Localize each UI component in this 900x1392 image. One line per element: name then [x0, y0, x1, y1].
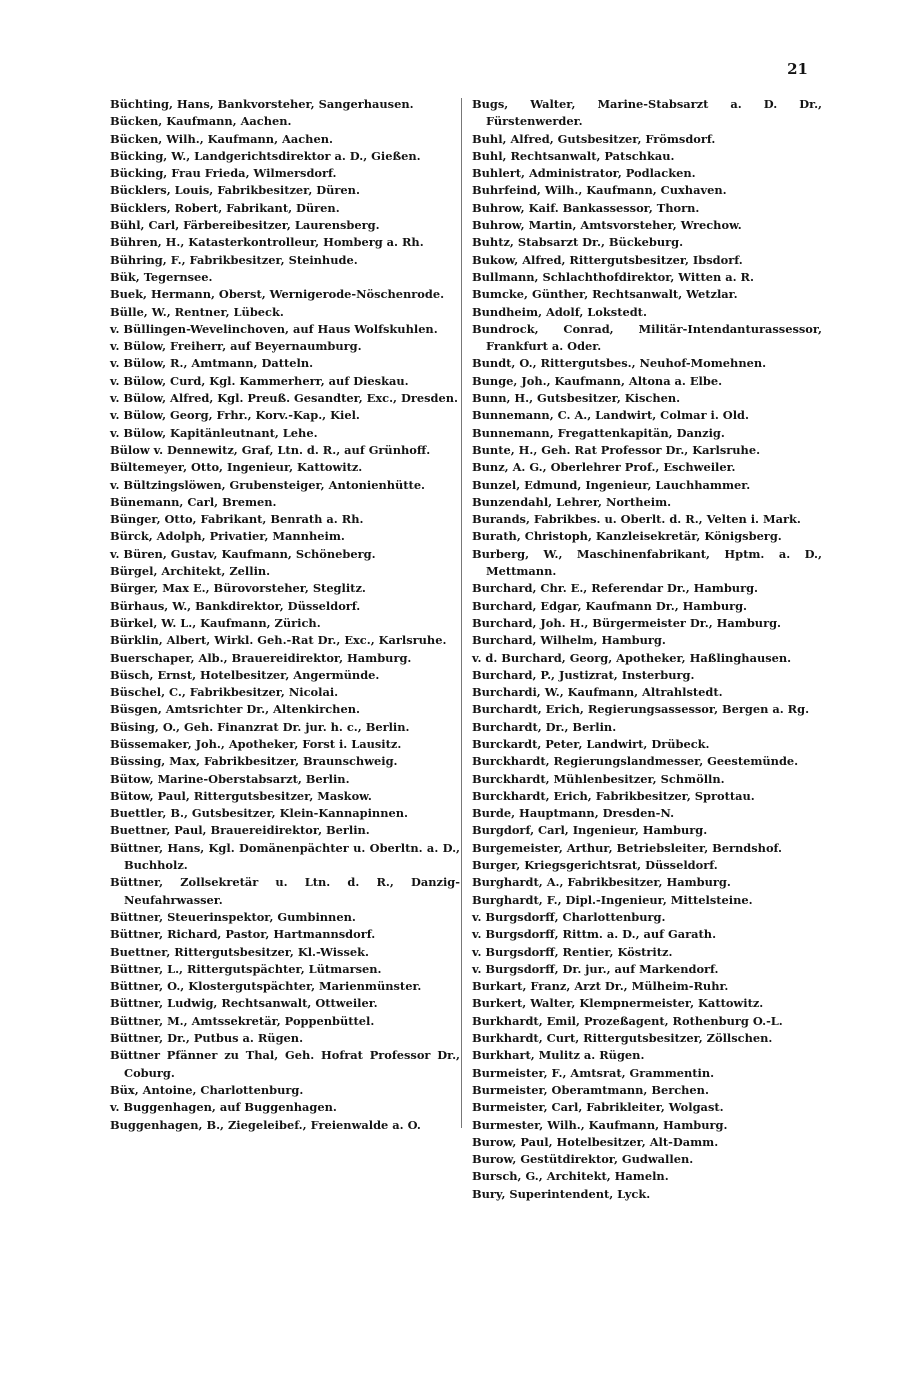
directory-entry: Buhrow, Kaif. Bankassessor, Thorn. — [472, 200, 700, 215]
directory-entry: Bumcke, Günther, Rechtsanwalt, Wetzlar. — [472, 287, 738, 302]
column-divider — [461, 98, 462, 1128]
directory-entry: Bürhaus, W., Bankdirektor, Düsseldorf. — [110, 598, 361, 613]
directory-entry: Bunte, H., Geh. Rat Professor Dr., Karlsruhe. — [472, 442, 761, 457]
directory-entry: Büttner Pfänner zu Thal, Geh. Hofrat Professor Dr., Coburg. — [110, 1048, 460, 1080]
directory-entry: Burchard, Joh. H., Bürgermeister Dr., Hamburg. — [472, 615, 782, 630]
directory-entry: Bukow, Alfred, Rittergutsbesitzer, Ibsdorf. — [472, 252, 743, 267]
directory-entry: Bürger, Max E., Bürovorsteher, Steglitz. — [110, 581, 366, 596]
directory-entry: Burkert, Walter, Klempnermeister, Kattowitz. — [472, 996, 764, 1011]
directory-entry: v. Büren, Gustav, Kaufmann, Schöneberg. — [110, 546, 376, 561]
directory-entry: Burmeister, Oberamtmann, Berchen. — [472, 1082, 709, 1097]
directory-entry: Büttner, Ludwig, Rechtsanwalt, Ottweiler. — [110, 996, 378, 1011]
directory-entry: Bury, Superintendent, Lyck. — [472, 1186, 651, 1201]
directory-entry: Burands, Fabrikbes. u. Oberlt. d. R., Velten i. Mark. — [472, 512, 801, 527]
directory-entry: Büttner, Steuerinspektor, Gumbinnen. — [110, 909, 356, 924]
directory-entry: Buhlert, Administrator, Podlacken. — [472, 166, 696, 181]
directory-entry: Burkart, Franz, Arzt Dr., Mülheim-Ruhr. — [472, 979, 729, 994]
directory-entry: Buettler, B., Gutsbesitzer, Klein-Kannapinnen. — [110, 806, 408, 821]
directory-entry: Bunzel, Edmund, Ingenieur, Lauchhammer. — [472, 477, 751, 492]
directory-entry: Burckhardt, Mühlenbesitzer, Schmölln. — [472, 771, 725, 786]
directory-entry: Burchardi, W., Kaufmann, Altrahlstedt. — [472, 685, 723, 700]
directory-entry: v. Burgsdorff, Charlottenburg. — [472, 909, 666, 924]
directory-entry: Buhl, Rechtsanwalt, Patschkau. — [472, 148, 675, 163]
directory-entry: Bücking, W., Landgerichtsdirektor a. D., Gießen. — [110, 148, 421, 163]
directory-entry: Burath, Christoph, Kanzleisekretär, Königsberg. — [472, 529, 782, 544]
directory-entry: Bültemeyer, Otto, Ingenieur, Kattowitz. — [110, 460, 363, 475]
left-column — [110, 96, 460, 1134]
directory-entry: Bunzendahl, Lehrer, Northeim. — [472, 494, 672, 509]
directory-entry: Bücklers, Louis, Fabrikbesitzer, Düren. — [110, 183, 360, 198]
directory-entry: Buettner, Rittergutsbesitzer, Kl.-Wissek. — [110, 944, 369, 959]
directory-entry: Bundheim, Adolf, Lokstedt. — [472, 304, 647, 319]
directory-entry: Burchardt, Dr., Berlin. — [472, 719, 617, 734]
directory-entry: Bük, Tegernsee. — [110, 269, 213, 284]
directory-entry: Burckardt, Peter, Landwirt, Drübeck. — [472, 736, 710, 751]
directory-entry: Bücking, Frau Frieda, Wilmersdorf. — [110, 166, 337, 181]
directory-entry: Bütow, Marine-Oberstabsarzt, Berlin. — [110, 771, 350, 786]
directory-entry: v. Bültzingslöwen, Grubensteiger, Antonienhütte. — [110, 477, 426, 492]
directory-entry: Buek, Hermann, Oberst, Wernigerode-Nöschenrode. — [110, 287, 445, 302]
directory-entry: Büssing, Max, Fabrikbesitzer, Braunschweig. — [110, 754, 398, 769]
directory-entry: Burchard, Chr. E., Referendar Dr., Hamburg. — [472, 581, 759, 596]
directory-entry: Büsing, O., Geh. Finanzrat Dr. jur. h. c., Berlin. — [110, 719, 410, 734]
directory-entry: Büsch, Ernst, Hotelbesitzer, Angermünde. — [110, 667, 380, 682]
directory-entry: Bülow v. Dennewitz, Graf, Ltn. d. R., auf Grünhoff. — [110, 442, 431, 457]
directory-entry: v. Bülow, Alfred, Kgl. Preuß. Gesandter, Exc., Dresden. — [110, 391, 458, 406]
directory-entry: Buhrfeind, Wilh., Kaufmann, Cuxhaven. — [472, 183, 727, 198]
directory-entry: Burde, Hauptmann, Dresden-N. — [472, 806, 675, 821]
directory-entry: v. Buggenhagen, auf Buggenhagen. — [110, 1100, 337, 1115]
directory-entry: Burchard, Edgar, Kaufmann Dr., Hamburg. — [472, 598, 748, 613]
directory-entry: Buerschaper, Alb., Brauereidirektor, Hamburg. — [110, 650, 412, 665]
directory-entry: Burckhardt, Erich, Fabrikbesitzer, Sprottau. — [472, 788, 755, 803]
directory-entry: Bürkel, W. L., Kaufmann, Zürich. — [110, 615, 321, 630]
directory-entry: v. Burgsdorff, Rittm. a. D., auf Garath. — [472, 927, 717, 942]
directory-entry: Burgdorf, Carl, Ingenieur, Hamburg. — [472, 823, 708, 838]
directory-entry: Buhl, Alfred, Gutsbesitzer, Frömsdorf. — [472, 131, 716, 146]
directory-entry: Bühren, H., Katasterkontrolleur, Homberg a. Rh. — [110, 235, 424, 250]
directory-entry: Bürck, Adolph, Privatier, Mannheim. — [110, 529, 345, 544]
directory-entry: Büttner, O., Klostergutspächter, Marienmünster. — [110, 979, 422, 994]
directory-entry: Büttner, L., Rittergutspächter, Lütmarsen. — [110, 961, 382, 976]
directory-entry: Burghardt, F., Dipl.-Ingenieur, Mittelsteine. — [472, 892, 753, 907]
directory-entry: Burmeister, F., Amtsrat, Grammentin. — [472, 1065, 715, 1080]
directory-entry: Burmester, Wilh., Kaufmann, Hamburg. — [472, 1117, 728, 1132]
directory-entry: Bundt, O., Rittergutsbes., Neuhof-Momehnen. — [472, 356, 767, 371]
directory-entry: Bücken, Wilh., Kaufmann, Aachen. — [110, 131, 333, 146]
directory-entry: Büschel, C., Fabrikbesitzer, Nicolai. — [110, 685, 339, 700]
directory-entry: Bünger, Otto, Fabrikant, Benrath a. Rh. — [110, 512, 364, 527]
directory-entry: Bütow, Paul, Rittergutsbesitzer, Maskow. — [110, 788, 372, 803]
directory-entry: v. Bülow, R., Amtmann, Datteln. — [110, 356, 314, 371]
directory-entry: Buggenhagen, B., Ziegeleibef., Freienwalde a. O. — [110, 1117, 421, 1132]
directory-entry: Buhrow, Martin, Amtsvorsteher, Wrechow. — [472, 218, 742, 233]
directory-entry: Bunnemann, Fregattenkapitän, Danzig. — [472, 425, 725, 440]
directory-entry: Bünemann, Carl, Bremen. — [110, 494, 277, 509]
directory-entry: Bürklin, Albert, Wirkl. Geh.-Rat Dr., Exc., Karlsruhe. — [110, 633, 447, 648]
directory-entry: Büttner, M., Amtssekretär, Poppenbüttel. — [110, 1013, 375, 1028]
directory-entry: Bugs, Walter, Marine-Stabsarzt a. D. Dr., Fürstenwerder. — [472, 97, 822, 129]
directory-entry: Burchardt, Erich, Regierungsassessor, Bergen a. Rg. — [472, 702, 810, 717]
directory-entry: Burberg, W., Maschinenfabrikant, Hptm. a. D., Mettmann. — [472, 546, 822, 579]
directory-entry: Bürgel, Architekt, Zellin. — [110, 564, 271, 579]
directory-entry: v. Büllingen-Wevelinchoven, auf Haus Wolfskuhlen. — [110, 321, 438, 336]
directory-entry: Bücklers, Robert, Fabrikant, Düren. — [110, 200, 340, 215]
directory-entry: Burgemeister, Arthur, Betriebsleiter, Berndshof. — [472, 840, 783, 855]
directory-entry: Burghardt, A., Fabrikbesitzer, Hamburg. — [472, 875, 731, 890]
directory-entry: Büttner, Hans, Kgl. Domänenpächter u. Oberltn. a. D., Buchholz. — [110, 840, 460, 873]
directory-entry: v. Bülow, Freiherr, auf Beyernaumburg. — [110, 339, 362, 354]
directory-entry: v. Burgsdorff, Dr. jur., auf Markendorf. — [472, 961, 719, 976]
page-number: 21 — [787, 60, 808, 78]
directory-entry: Burchard, Wilhelm, Hamburg. — [472, 633, 666, 648]
directory-entry: Burkhart, Mulitz a. Rügen. — [472, 1048, 645, 1063]
directory-entry: Burmeister, Carl, Fabrikleiter, Wolgast. — [472, 1100, 724, 1115]
directory-entry: Bunge, Joh., Kaufmann, Altona a. Elbe. — [472, 373, 723, 388]
directory-entry: Bullmann, Schlachthofdirektor, Witten a. R. — [472, 269, 754, 284]
directory-entry: Bundrock, Conrad, Militär-Intendanturassessor, Frankfurt a. Oder. — [472, 321, 822, 354]
directory-entry: Burger, Kriegsgerichtsrat, Düsseldorf. — [472, 858, 718, 873]
directory-entry: v. Bülow, Georg, Frhr., Korv.-Kap., Kiel. — [110, 408, 360, 423]
right-column — [472, 96, 822, 1203]
directory-entry: v. Bülow, Curd, Kgl. Kammerherr, auf Dieskau. — [110, 373, 409, 388]
directory-entry: Buhtz, Stabsarzt Dr., Bückeburg. — [472, 235, 684, 250]
directory-entry: Bühring, F., Fabrikbesitzer, Steinhude. — [110, 252, 358, 267]
directory-entry: Büx, Antoine, Charlottenburg. — [110, 1082, 304, 1097]
directory-entry: Burow, Gestütdirektor, Gudwallen. — [472, 1152, 694, 1167]
directory-entry: Büchting, Hans, Bankvorsteher, Sangerhausen. — [110, 97, 414, 111]
directory-entry: Bücken, Kaufmann, Aachen. — [110, 114, 292, 129]
directory-entry: Bülle, W., Rentner, Lübeck. — [110, 304, 284, 319]
directory-entry: Büttner, Dr., Putbus a. Rügen. — [110, 1031, 304, 1046]
directory-entry: Büttner, Zollsekretär u. Ltn. d. R., Danzig-Neufahrwasser. — [110, 875, 460, 907]
directory-entry: Büsgen, Amtsrichter Dr., Altenkirchen. — [110, 702, 360, 717]
directory-entry: v. Bülow, Kapitänleutnant, Lehe. — [110, 425, 318, 440]
directory-entry: Burkhardt, Curt, Rittergutsbesitzer, Zöllschen. — [472, 1031, 773, 1046]
directory-entry: Bunn, H., Gutsbesitzer, Kischen. — [472, 391, 681, 406]
directory-entry: Burchard, P., Justizrat, Insterburg. — [472, 667, 695, 682]
directory-entry: Burckhardt, Regierungslandmesser, Geestemünde. — [472, 754, 799, 769]
directory-entry: Büttner, Richard, Pastor, Hartmannsdorf. — [110, 927, 376, 942]
directory-entry: Burkhardt, Emil, Prozeßagent, Rothenburg O.-L. — [472, 1013, 783, 1028]
directory-entry: Bunz, A. G., Oberlehrer Prof., Eschweiler. — [472, 460, 736, 475]
directory-entry: v. Burgsdorff, Rentier, Köstritz. — [472, 944, 673, 959]
directory-entry: Bunnemann, C. A., Landwirt, Colmar i. Old. — [472, 408, 749, 423]
directory-entry: Burow, Paul, Hotelbesitzer, Alt-Damm. — [472, 1134, 719, 1149]
directory-entry: v. d. Burchard, Georg, Apotheker, Haßlinghausen. — [472, 650, 792, 665]
directory-entry: Bursch, G., Architekt, Hameln. — [472, 1169, 669, 1184]
directory-entry: Bühl, Carl, Färbereibesitzer, Laurensberg. — [110, 218, 380, 233]
directory-entry: Büssemaker, Joh., Apotheker, Forst i. Lausitz. — [110, 736, 402, 751]
directory-entry: Buettner, Paul, Brauereidirektor, Berlin. — [110, 823, 370, 838]
